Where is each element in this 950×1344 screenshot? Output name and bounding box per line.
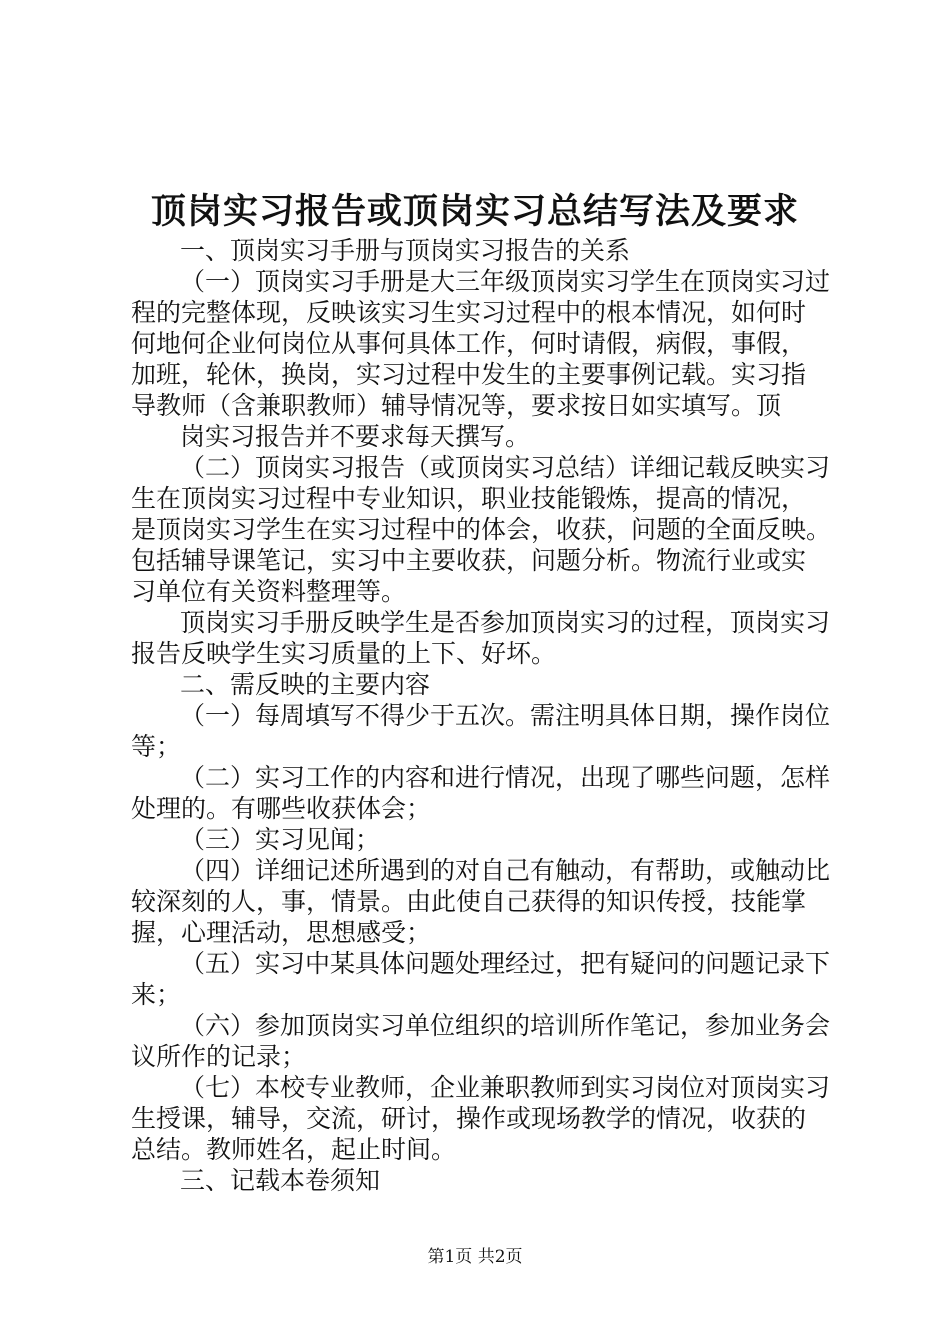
section-heading-2: 二、需反映的主要内容 [180,670,431,699]
paragraph-line: （二）实习工作的内容和进行情况，出现了哪些问题，怎样 [180,763,831,792]
paragraph-line: 是顶岗实习学生在实习过程中的体会，收获，问题的全面反映。 [131,515,832,544]
paragraph-line: 导教师（含兼职教师）辅导情况等，要求按日如实填写。顶 [131,391,782,420]
section-heading-1: 一、顶岗实习手册与顶岗实习报告的关系 [180,236,631,265]
paragraph-line: 报告反映学生实习质量的上下、好坏。 [131,639,557,668]
paragraph-line: 来； [131,980,182,1009]
paragraph-line: （七）本校专业教师，企业兼职教师到实习岗位对顶岗实习 [180,1073,831,1102]
document-title: 顶岗实习报告或顶岗实习总结写法及要求 [150,192,799,232]
paragraph-line: （三）实习见闻； [180,825,381,854]
paragraph-line: 等； [131,732,182,761]
paragraph-line: （四）详细记述所遇到的对自己有触动，有帮助，或触动比 [180,856,831,885]
paragraph-line: 生授课，辅导，交流，研讨，操作或现场教学的情况，收获的 [131,1104,807,1133]
paragraph-line: （五）实习中某具体问题处理经过，把有疑问的问题记录下 [180,949,831,978]
paragraph-line: 议所作的记录； [131,1042,307,1071]
paragraph-line: 总结。教师姓名，起止时间。 [131,1135,457,1164]
paragraph-line: 习单位有关资料整理等。 [131,577,407,606]
paragraph-line: （一）顶岗实习手册是大三年级顶岗实习学生在顶岗实习过 [180,267,831,296]
paragraph-line: 生在顶岗实习过程中专业知识，职业技能锻炼，提高的情况， [131,484,807,513]
paragraph-line: （一）每周填写不得少于五次。需注明具体日期，操作岗位 [180,701,831,730]
paragraph-line: （二）顶岗实习报告（或顶岗实习总结）详细记载反映实习 [180,453,831,482]
page-number-footer: 第1页 共2页 [427,1247,523,1267]
paragraph-line: 包括辅导课笔记，实习中主要收获，问题分析。物流行业或实 [131,546,807,575]
paragraph-line: 何地何企业何岗位从事何具体工作，何时请假，病假，事假， [131,329,807,358]
paragraph-line: （六）参加顶岗实习单位组织的培训所作笔记，参加业务会 [180,1011,831,1040]
paragraph-line: 加班，轮休，换岗，实习过程中发生的主要事例记载。实习指 [131,360,807,389]
paragraph-line: 顶岗实习手册反映学生是否参加顶岗实习的过程，顶岗实习 [180,608,831,637]
paragraph-line: 处理的。有哪些收获体会； [131,794,432,823]
paragraph-line: 程的完整体现，反映该实习生实习过程中的根本情况，如何时 [131,298,807,327]
paragraph-line: 岗实习报告并不要求每天撰写。 [180,422,531,451]
paragraph-line: 较深刻的人，事，情景。由此使自己获得的知识传授，技能掌 [131,887,807,916]
section-heading-3: 三、记载本卷须知 [180,1166,381,1195]
paragraph-line: 握，心理活动，思想感受； [131,918,432,947]
